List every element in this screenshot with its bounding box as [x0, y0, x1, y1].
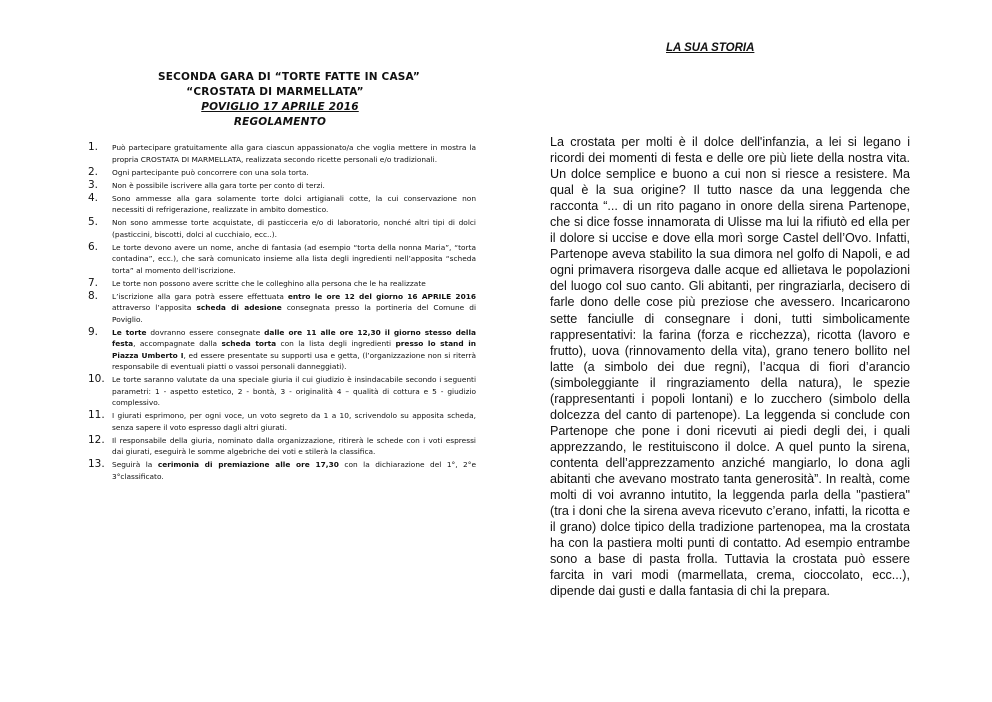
rule-number: 5.: [88, 216, 99, 228]
rule-text: Sono ammesse alla gara solamente torte dolci artigianali cotte, la cui conservazione non necessiti di refrigerazione, realizzate in ambito domestico.: [112, 193, 476, 214]
rule-text: Le torte non possono avere scritte che le colleghino alla persona che le ha realizzate: [112, 278, 426, 288]
rule-item: [84, 180, 476, 192]
rule-item: [84, 217, 476, 240]
rule-number: 10.: [88, 373, 105, 385]
rule-number: 7.: [88, 276, 99, 289]
rule-text: L’iscrizione alla gara potrà essere effettuata entro le ore 12 del giorno 16 APRILE 2016 attraverso l’apposita scheda di adesione consegnata presso la portineria del Comune di Poviglio.: [112, 291, 477, 324]
rule-item: [84, 142, 476, 165]
rule-number: 1.: [88, 141, 99, 153]
rule-number: 6.: [88, 240, 99, 253]
storia-title: LA SUA STORIA: [666, 42, 755, 54]
regolamento-heading: REGOLAMENTO: [233, 116, 327, 128]
rule-item: [84, 167, 476, 179]
rule-text: Seguirà la cerimonia di premiazione alle ore 17,30 con la dichiarazione del 1°, 2°e 3°classificato.: [112, 460, 477, 481]
rule-item: [84, 242, 476, 277]
rule-text: Il responsabile della giuria, nominato dalla organizzazione, ritirerà le schede con i voti espressi dai giurati, eseguirà le somme algebriche dei voti e stilerà la classifica.: [112, 435, 476, 456]
rule-number: 4.: [88, 191, 99, 204]
rule-item: [84, 459, 476, 482]
rule-text: Le torte devono avere un nome, anche di fantasia (ad esempio “torta della nonna Maria”, “torta contadina”, ecc.), che sarà comunicato insieme alla lista degli ingredienti nell’apposita “scheda torta” al momento dell’iscrizione.: [112, 242, 476, 275]
event-subtitle: “CROSTATA DI MARMELLATA”: [186, 86, 364, 98]
rule-item: [84, 291, 476, 326]
rule-number: 8.: [88, 289, 99, 302]
rule-text: Può partecipare gratuitamente alla gara ciascun appassionato/a che voglia mettere in mostra la propria CROSTATA DI MARMELLATA, realizzata secondo ricette personali e/o tradizionali.: [112, 143, 476, 164]
rule-text: Ogni partecipante può concorrere con una sola torta.: [112, 167, 309, 177]
rule-item: [84, 374, 476, 409]
rule-number: 9.: [88, 325, 99, 338]
rule-item: [84, 193, 476, 216]
rule-text: I giurati esprimono, per ogni voce, un voto segreto da 1 a 10, scrivendolo su apposita scheda, senza sapere il voto espresso dagli altri giurati.: [112, 411, 476, 432]
rule-item: [84, 327, 476, 373]
rule-text: Non è possibile iscrivere alla gara torte per conto di terzi.: [112, 180, 325, 190]
rule-text: Non sono ammesse torte acquistate, di pasticceria e/o di laboratorio, nonché altri tipi di dolci (pasticcini, biscotti, dolci al cucchiaio, ecc..).: [112, 218, 476, 239]
regolamento-column: [84, 70, 476, 484]
rule-number: 12.: [88, 433, 105, 446]
rule-number: 13.: [88, 458, 105, 470]
rule-item: [84, 278, 476, 290]
event-title: SECONDA GARA DI “TORTE FATTE IN CASA”: [157, 71, 420, 83]
rule-item: [84, 435, 476, 458]
rule-number: 11.: [88, 409, 105, 421]
rule-number: 2.: [88, 165, 99, 178]
rules-list: [84, 142, 476, 482]
rule-number: 3.: [88, 178, 99, 191]
rule-item: [84, 410, 476, 433]
regolamento-header: [84, 70, 476, 130]
storia-body: La crostata per molti è il dolce dell'infanzia, a lei si legano i ricordi dei momenti di festa e delle ore più liete della nostra vita. Un dolce semplice e buono a cui non si riesce a resistere. Ma qual è la sua origine? Il tutto nasce da una leggenda che racconta “... di un rito pagano in onore della sirena Partenope, che si dice fosse innamorata di Ulisse ma lui la rifiutò ed ella per il dolore si uccise e dove ella morì sorge Castel dell’Ovo. Infatti, Partenope aveva stabilito la sua dimora nel golfo di Napoli, e ad ogni primavera risorgeva dalle acque ed allietava le popolazioni del luogo col suo canto. Gli abitanti, per ringraziarla, decisero di farle dono delle cose più preziose che avessero. Incaricarono sette fanciulle di consegnare i doni, tutti simbolicamente rappresentativi: la farina (forza e ricchezza), ricotta (lavoro e frutto), uova (rinnovamento della vita), grano tenero bollito nel latte (a simbolo dei due regni), l’acqua di fiori d’arancio (simboleggiante il ringraziamento della natura), le spezie (rappresentanti i popoli lontani) e lo zucchero (simbolo della dolcezza del canto di partenope). La leggenda si conclude con Partenope che pone i doni ricevuti ai piedi degli dei, i quali apprezzando, le restituiscono il dolce. A quel punto la sirena, contenta dell’apprezzamento anziché mangiarlo, lo dona agli abitanti che avevano mostrato tanta generosità”. In realtà, come molti di voi avranno intutito, la leggenda parla della "pastiera" (tra i doni che la sirena aveva ricevuto c’erano, infatti, la ricotta e il grano) dolce tipico della tradizione partenopea, ma la crostata ha con la pastiera molti punti di contatto. Ad esempio entrambe sono a base di pasta frolla. Tuttavia la crostata può essere farcita in vari modi (marmellata, crema, cioccolato, ecc...), dipende dai gusti e dalla fantasia di chi la prepara.: [550, 135, 910, 599]
rule-text: Le torte dovranno essere consegnate dalle ore 11 alle ore 12,30 il giorno stesso della festa, accompagnate dalla scheda torta con la lista degli ingredienti presso lo stand in Piazza Umberto I, ed essere presentate su supporti usa e getta, (l’organizzazione non si riterrà responsabile di eventuali piatti o vassoi personali danneggiati).: [112, 327, 477, 371]
rule-text: Le torte saranno valutate da una speciale giuria il cui giudizio è insindacabile secondo i seguenti parametri: 1 - aspetto estetico, 2 - bontà, 3 - originalità 4 – qualità di cottura e 5 - giudizio complessivo.: [112, 375, 476, 407]
event-date: POVIGLIO 17 APRILE 2016: [201, 101, 359, 113]
